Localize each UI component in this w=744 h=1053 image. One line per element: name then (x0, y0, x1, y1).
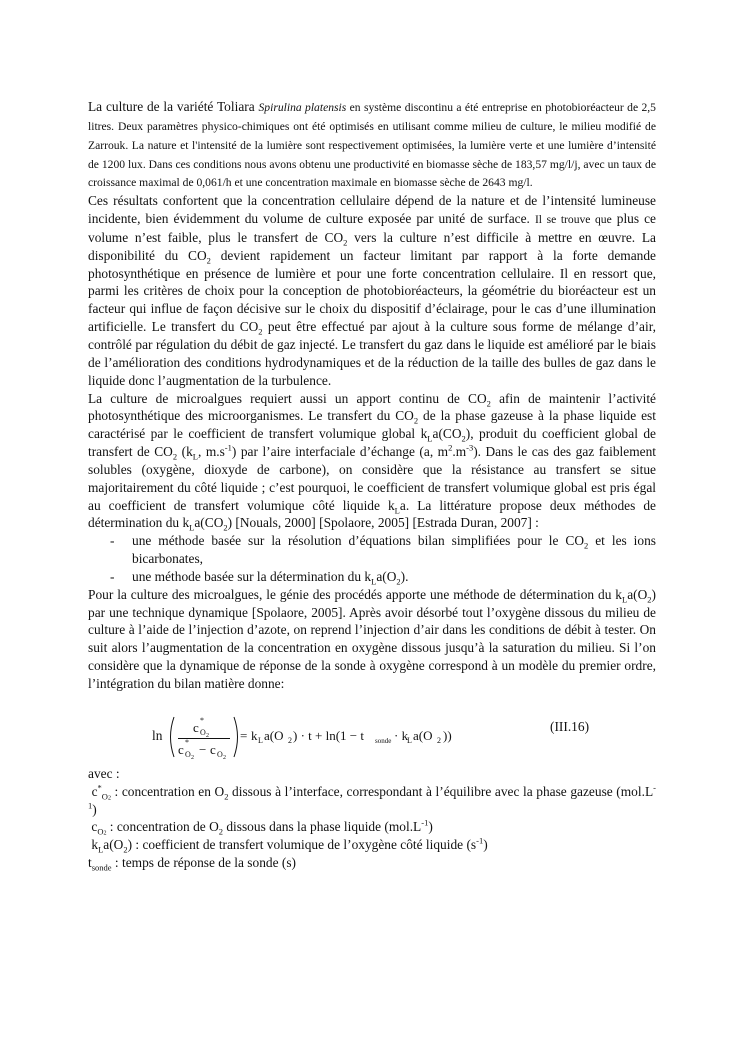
paragraph-discussion: Ces résultats confortent que la concentration cellulaire dépend de la nature et de l’intensité lumineuse incidente, bien évidemment du volume de culture exposée par unité de surface. Il se trouve que plus ce volume n’est faible, plus le transfert de $CO_2$ vers la culture n’est difficile à mettre en œuvre. La disponibilité du $CO_2$ devient rapidement un facteur limitant par rapport à la forte demande photosynthétique en présence de lumière et pour une forte concentration cellulaire. Il en ressort que, parmi les critères de choix pour la conception de photobioréacteurs, la géométrie du bioréacteur est un facteur qui influe de façon décisive sur le choix du dispositif d’éclairage, pour le cas d’une illumination artificielle. Le transfert du $CO_2$ peut être effectué par ajout à la culture sous forme de mélange d’air, contrôlé par régulation du débit de gaz injecté. Le transfert du gaz dans le liquide est amélioré par le biais de l’amélioration des conditions hydrodynamiques et de la réduction de la taille des bulles de gaz dans le liquide donc l’augmentation de la turbulence. (88, 193, 657, 388)
methods-list (88, 532, 656, 586)
eq-ln: ln (152, 727, 163, 743)
symbol-kla: $k_La(O_2)$ (91, 837, 133, 855)
definition-c: $c_{O2}$ : concentration de $O_2$ dissous dans la phase liquide $(mol.L^{-1})$ (88, 818, 656, 836)
eq-den-sub1b: 2 (191, 754, 194, 761)
eq-rhs-L: L (258, 735, 263, 745)
eq-den-sub1: O (185, 749, 191, 759)
symbol-c-star: $c^*_{O2}$ (91, 782, 111, 802)
eq-right-paren (234, 717, 238, 757)
eq-den-c2: c (210, 741, 216, 757)
definitions-intro: avec : (88, 765, 120, 781)
eq-num-sub2: 2 (206, 732, 209, 739)
definition-kla: $k_La(O_2)$ : coefficient de transfert volumique de l’oxygène côté liquide $(s^{-1})$ (88, 836, 656, 854)
eq-rhs-aO: a(O (264, 727, 284, 743)
equation-formula (88, 699, 548, 763)
species-name: Spirulina platensis (258, 101, 347, 114)
eq-den-sub2: O (217, 749, 223, 759)
eq-rhs-t: ) · t + ln(1 − t (293, 727, 364, 743)
list-dash: - (110, 568, 115, 584)
eq-den-c1: c (178, 741, 184, 757)
list-item: - une méthode basée sur la résolution d’équations bilan simplifiées pour le $CO_2$ et les ions bicarbonates, (110, 533, 656, 567)
document-page (88, 98, 656, 872)
eq-rhs-2b: 2 (437, 735, 441, 745)
eq-num-c: c (193, 719, 199, 735)
eq-den-star: * (185, 737, 189, 747)
paragraph-method: Pour la culture des microalgues, le génie des procédés apporte une méthode de détermination du $k_La(O_2)$ par une technique dynamique [Spolaore, 2005]. Après avoir désorbé tout l’oxygène dissous du milieu de culture à l’aide de l’injection d’azote, on reprend l’injection d’air dans les conditions de débit à tester. On suit alors l’augmentation de la concentration en oxygène dissous jusqu’à la saturation du milieu. Si l’on considère que la dynamique de réponse de la sonde à oxygène correspond à un modèle du premier ordre, l’intégration du bilan matière donne: (88, 586, 656, 691)
eq-rhs-k2: · k (394, 727, 409, 743)
eq-num-sub: O (200, 727, 206, 737)
eq-left-paren (171, 717, 175, 757)
list-dash: - (110, 533, 115, 549)
definition-tsonde: $t_{sonde}$ : temps de réponse de la sonde (s) (88, 855, 297, 873)
eq-rhs-2: 2 (288, 735, 292, 745)
eq-rhs-aO-2: a(O (413, 727, 433, 743)
symbol-c: $c_{O2}$ (91, 819, 107, 838)
eq-rhs-L2: L (407, 735, 412, 745)
equation-iii-16 (88, 699, 656, 763)
eq-rhs-k: k (251, 727, 258, 743)
eq-rhs-close: )) (443, 727, 452, 743)
eq-num-star: * (200, 715, 204, 725)
equation-number: (III.16) (550, 718, 590, 734)
list-item: - une méthode basée sur la détermination du $k_La(O_2)$. (110, 568, 409, 587)
eq-rhs-sonde: sonde (375, 736, 392, 745)
definition-c-star: $c^*_{O2}$ : concentration en $O_2$ dissous à l’interface, correspondant à l’équilibre avec la phase gazeuse $(mol.L^{-1})$ (88, 782, 656, 817)
eq-den-minus: − (199, 741, 207, 757)
eq-den-sub2b: 2 (223, 754, 226, 761)
eq-equals: = (240, 727, 248, 743)
paragraph-results: La culture de la variété Toliara Spirulina platensis en système discontinu a été entreprise en photobioréacteur de 2,5 litres. Deux paramètres physico-chimiques ont été optimisés en utilisant comme milieu de culture, le milieu modifié de Zarrouk. La nature et l'intensité de la lumière sont respectivement optimisées, la lumière verte et une lumière d’intensité de 1200 lux. Dans ces conditions nous avons obtenu une productivité en biomasse sèche de 183,57 mg/l/j, avec un taux de croissance maximal de 0,061/h et une concentration maximale en biomasse sèche de 2643 mg/l. (88, 99, 656, 190)
paragraph-co2-transfer: La culture de microalgues requiert aussi un apport continu de $CO_2$ afin de maintenir l’activité photosynthétique des microorganismes. Le transfert du $CO_2$ de la phase gazeuse à la phase liquide est caractérisé par le coefficient de transfert volumique global $k_La(CO_2)$, produit du coefficient global de transfert de $CO_2$ ($k_L$, $m.s^{-1}$) par l’aire interfaciale d’échange (a, $m^2.m^{-3}$). Dans le cas des gaz faiblement solubles (oxygène, dioxyde de carbone), on considère que la résistance au transfert se situe majoritairement du côté liquide ; c’est pourquoi, le coefficient de transfert volumique global est pris égal au coefficient de transfert volumique côté liquide $k_La$. La littérature propose deux méthodes de détermination du $k_La(CO_2)$ [Nouals, 2000] [Spolaore, 2005] [Estrada Duran, 2007] : (88, 390, 657, 534)
